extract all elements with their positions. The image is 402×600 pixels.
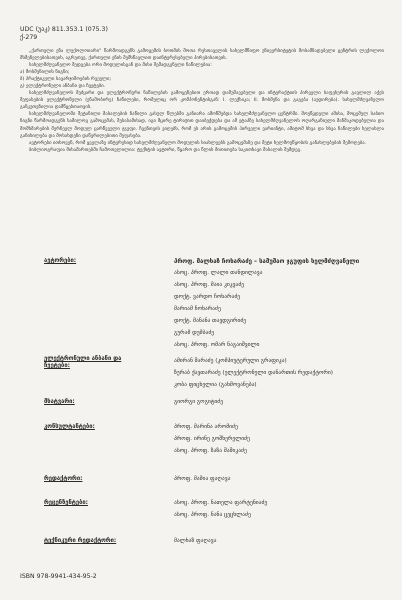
credit-label-consultants: კონსულტანტები: (44, 424, 95, 430)
credit-label-artist: მხატვარი: (44, 399, 75, 405)
isbn: ISBN 978-9941-434-95-2 (20, 573, 97, 580)
credit-label-technical-editor: ტექნიკური რედაქტორი: (44, 538, 117, 544)
udc-author-mark: ქ-279 (20, 34, 38, 41)
credit-value: გიორგი გოგიტიძე (174, 399, 224, 405)
credit-value: ასოც. პროფ. ზაზა შაშიკაძე (174, 448, 247, 454)
annotation-paragraph: სახელმძღვანელო შედგება ორი მოდულისგან და მისი შემადგენელი ნაწილებია: (29, 63, 212, 69)
credit-value: დოქტ. ვარდო ჩოხარაძე (174, 294, 241, 300)
credit-value: გურამ დუმბაძე (174, 330, 215, 336)
credit-value: ასოც. პროფ. ნანა ცეცხლაძე (174, 512, 251, 518)
annotation-paragraph: ბიბლიოგრაფია მისამართებში ჩამოთვლილია: ტექსტის ავტორი, წყარო და წლის მითითება საკითხავი მასალის შემდეგ. (29, 147, 302, 153)
credit-value: პროფ. მამია ფაღავა (174, 476, 231, 482)
credit-value: მალხაზ ფაღავა (174, 538, 217, 544)
credit-value: მარიამ ჩოხარაძე (174, 306, 221, 312)
udc-code: UDC (უაკ) 811.353.1 (075.3) (20, 26, 108, 33)
credit-value: დოქტ. მანანა თავდგირიძე (174, 318, 247, 324)
credit-label-editor: რედაქტორი: (44, 476, 83, 482)
credit-value: კობა ფიცხელია (გახმოვანება) (174, 382, 257, 388)
annotation-paragraph: ავტორები ითხოვენ, რომ ყველაზე ინტერესიდ სახელმძღვანელო მოდულის სიახლეებს გამოცემაზე და მეტი ხელმოუწყობის განახლებების შემოღება. (29, 140, 367, 146)
annotation-list-item: გ) ელექტრონული ანბანი და ჩვეტები. (20, 84, 106, 90)
annotation-paragraph: სახელმძღვანელოში შეტანილი მასალების ნაწილი გასულ წლებში განიარა ამოწმებდა სახელმძღვანელო ცენტრში. მოუწყდელი ამისა, მოცემულ საბიო ნიგნი წარმოადგენს სამილოგ გამოცემას, შესაბამისად, იგი მცირე ტირაჟით დაიბეჭდება და ამ ეტაპზე სახელმძღვანელოს ოღარგანიული მანმაკოდებულია და მომხმარების შერჩეულ მოდულ ცარწვეული ჯგუფი. ჩვენთვის ვიღებს, რომ ეს არის გამოცემის პირველი ვარიანტი, ამიტომ სხვა და სხვა ნაწილები ხელახლა განიხილება და მოსახდენი დაწვრილებითი შეფასება. (20, 112, 384, 139)
credit-value: ასოც. პროფ. ლალი თანდილავა (174, 270, 263, 276)
credit-value: ასოც. პროფ. ომარ ნაგაიშვილი (174, 342, 260, 348)
credit-value: პროფ. მარინა არომიძე (174, 424, 238, 430)
annotation-list-item: ბ) პრაქტიკული სავარჯიშოების რვეული; (20, 77, 112, 83)
credit-value: პროფ. მალხაზ ჩოხარაძე – სამუშაო ჯგუფის ხელმძღვანელი (174, 258, 360, 265)
annotation-list-item: ა) მოსმენილის ნიგნი; (20, 70, 70, 76)
credit-value: ასოც. პროფ. ნათელა ფარტენიაძე (174, 500, 268, 506)
annotation-paragraph: სახელმძღვანელოს მეძყარი და ელექტრონური ნაწილების გამოყენებით ერთად დამუშავებული და ინტერაქტიის პირველი საფეხურის გავლილ აქეს შეფასების ელექტრონული (ენაშობირე) ნაწილები, რომელიც ორ კომპონენტისგან: I. ლექსიკა; II. მოსმენა და გაგება (აუდირება). სახელმძღვანელო განკუთვნილია დამწყებთათვის. (20, 91, 384, 111)
credit-value: ამირან შარაძე (კომპიუტერული გრაფიკა) (174, 358, 287, 364)
credit-value: ზურაბ ქავთარაძე (ელექტრონული დანართის რედაქტორი) (174, 370, 333, 376)
credit-label-reviewers: რეცენზენტები: (44, 500, 88, 506)
credit-label-electronic: ელექტრონული ანბანი და ჩვეტები: (44, 356, 122, 369)
annotation-paragraph: „ქართული ენა ლუქოლოიარი“ წარმოადგენს გამოცემის ბოთმის შოთა რუსთაველის სახელმწიფო უნივერსიტეტის მოსამზადებელი ცენტრის ლექოლოი მსმენელებისათვის, აგრეთვე, ქართული ენის შემსწავლით დაინტერესებული პირებისათვის. (20, 49, 384, 62)
credit-value: ასოც. პროფ. მაია კიკვაძე (174, 282, 245, 288)
credit-label-authors: ავტორები: (44, 258, 77, 264)
credit-value: პროფ. ირინე გოშხერელიძე (174, 436, 250, 442)
